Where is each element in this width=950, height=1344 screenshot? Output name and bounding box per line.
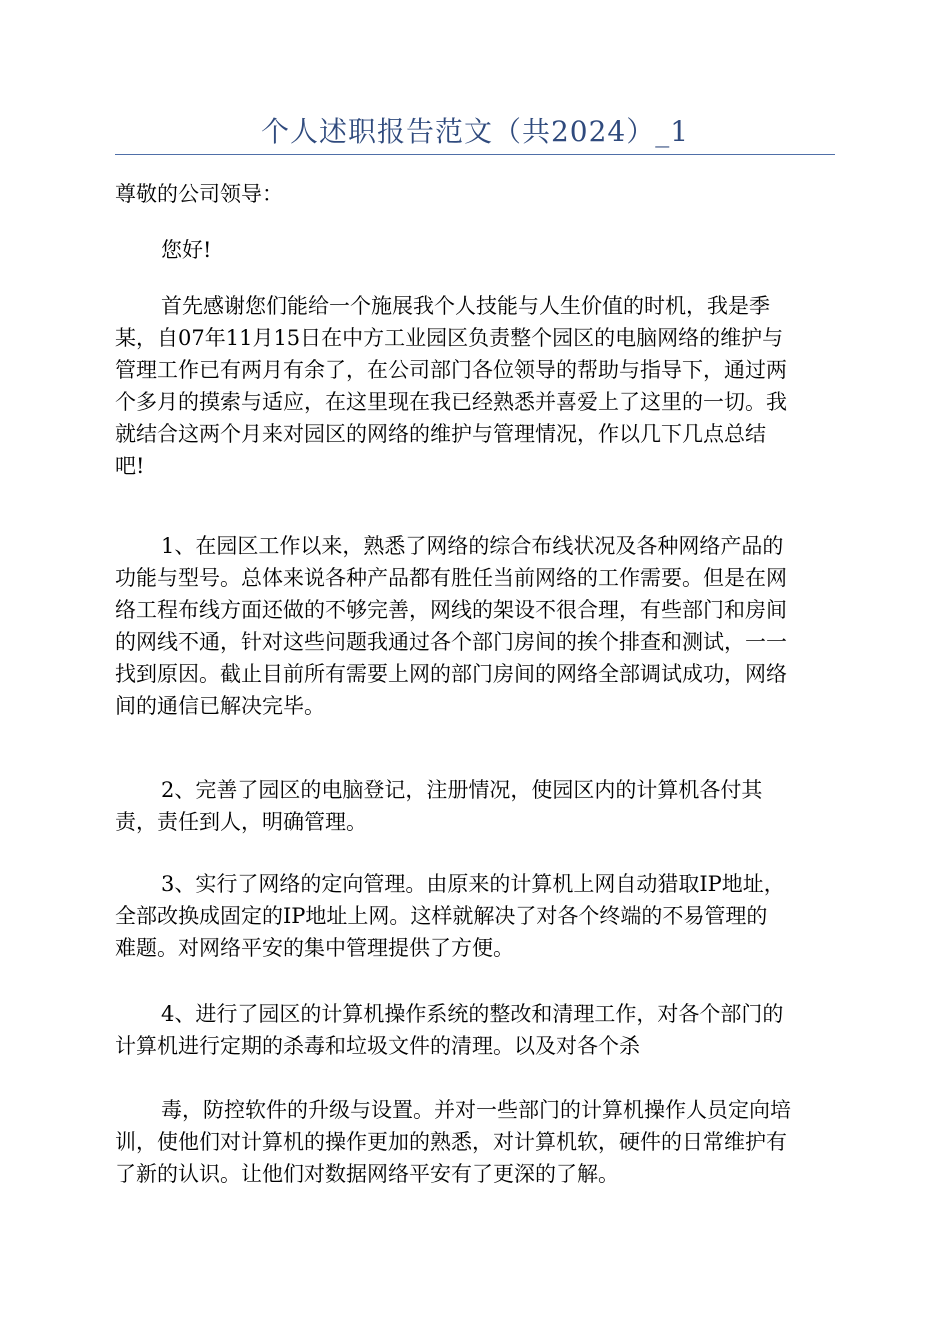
paragraph-line: 某，自07年11月15日在中方工业园区负责整个园区的电脑网络的维护与 [115, 326, 784, 350]
paragraph-line: 1、在园区工作以来，熟悉了网络的综合布线状况及各种网络产品的 [161, 534, 784, 558]
paragraph-line: 功能与型号。总体来说各种产品都有胜任当前网络的工作需要。但是在网 [115, 566, 787, 590]
paragraph-line: 了新的认识。让他们对数据网络平安有了更深的了解。 [115, 1162, 619, 1186]
paragraph-line: 毒，防控软件的升级与设置。并对一些部门的计算机操作人员定向培 [161, 1098, 791, 1122]
paragraph-line: 计算机进行定期的杀毒和垃圾文件的清理。以及对各个杀 [115, 1034, 640, 1058]
title-underline [115, 154, 835, 155]
paragraph-line: 的网线不通，针对这些问题我通过各个部门房间的挨个排查和测试，一一 [115, 630, 787, 654]
paragraph-point-4 [115, 998, 835, 1062]
paragraph-line: 个多月的摸索与适应，在这里现在我已经熟悉并喜爱上了这里的一切。我 [115, 390, 787, 414]
paragraph-line: 全部改换成固定的IP地址上网。这样就解决了对各个终端的不易管理的 [115, 904, 768, 928]
paragraph-line: 首先感谢您们能给一个施展我个人技能与人生价值的时机，我是季 [161, 294, 770, 318]
paragraph-line: 3、实行了网络的定向管理。由原来的计算机上网自动猎取IP地址， [161, 872, 785, 896]
paragraph-line: 间的通信已解决完毕。 [115, 694, 325, 718]
paragraph-line: 就结合这两个月来对园区的网络的维护与管理情况，作以几下几点总结 [115, 422, 766, 446]
paragraph-line: 难题。对网络平安的集中管理提供了方便。 [115, 936, 514, 960]
paragraph-continuation [115, 1094, 835, 1190]
paragraph-line: 4、进行了园区的计算机操作系统的整改和清理工作，对各个部门的 [161, 1002, 784, 1026]
document-title: 个人述职报告范文（共2024）_1 [260, 115, 690, 148]
salutation [115, 178, 835, 210]
greeting-line: 您好! [161, 238, 212, 262]
paragraph-line: 吧! [115, 454, 145, 478]
greeting [115, 234, 835, 266]
salutation-line: 尊敬的公司领导： [115, 182, 283, 206]
paragraph-point-1 [115, 530, 835, 722]
paragraph-line: 管理工作已有两月有余了，在公司部门各位领导的帮助与指导下，通过两 [115, 358, 787, 382]
paragraph-line: 找到原因。截止目前所有需要上网的部门房间的网络全部调试成功，网络 [115, 662, 787, 686]
paragraph-intro [115, 290, 835, 482]
paragraph-point-2 [115, 774, 835, 838]
paragraph-point-3 [115, 868, 835, 964]
paragraph-line: 责，责任到人，明确管理。 [115, 810, 367, 834]
paragraph-line: 训，使他们对计算机的操作更加的熟悉，对计算机软，硬件的日常维护有 [115, 1130, 787, 1154]
paragraph-line: 络工程布线方面还做的不够完善，网线的架设不很合理，有些部门和房间 [115, 598, 787, 622]
paragraph-line: 2、完善了园区的电脑登记，注册情况，使园区内的计算机各付其 [161, 778, 763, 802]
